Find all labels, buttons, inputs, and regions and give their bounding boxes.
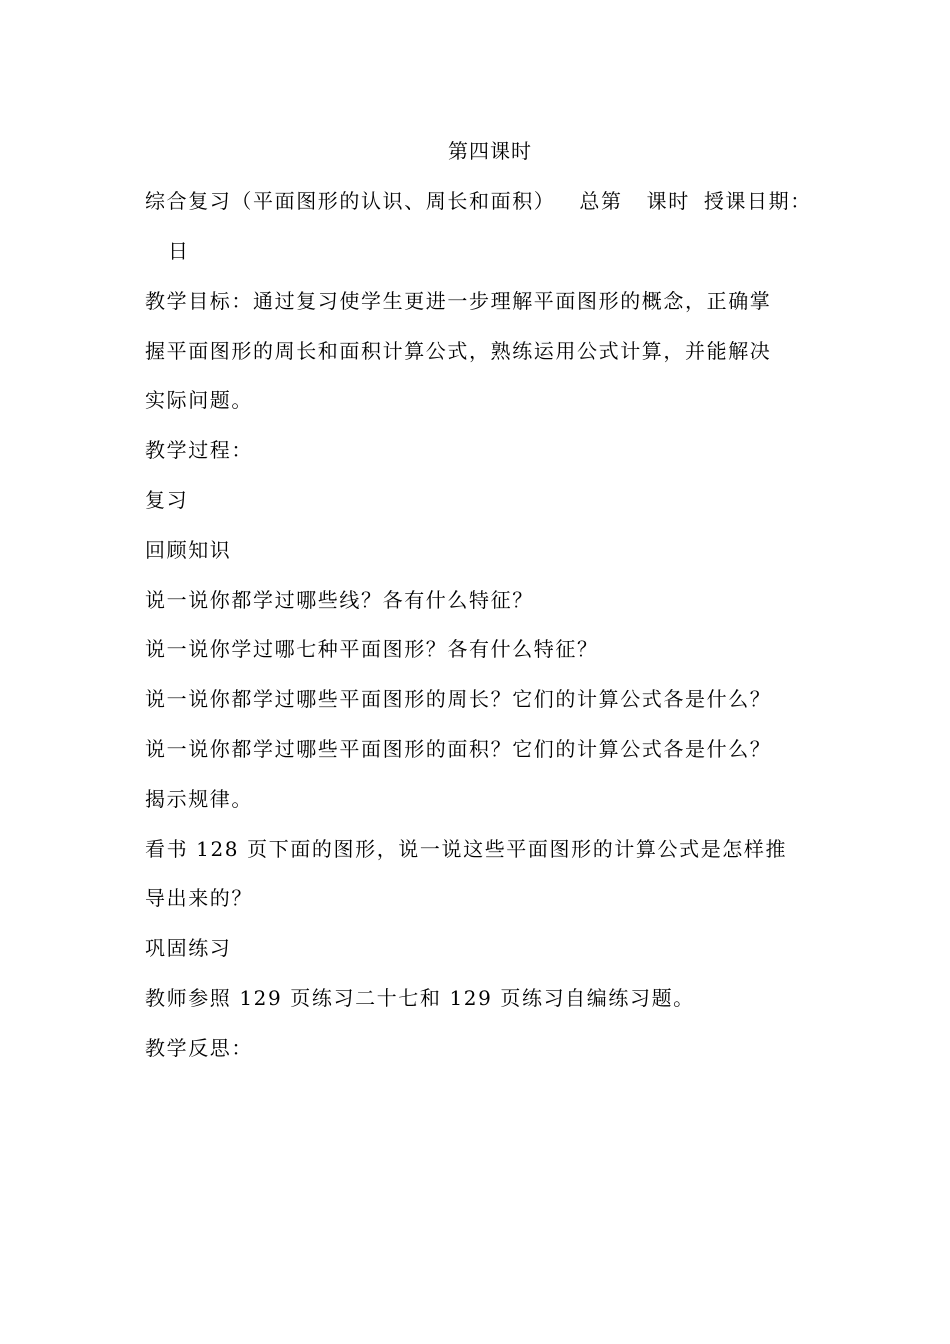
objective-line-3: 实际问题。	[145, 388, 253, 412]
rules-heading: 揭示规律。	[145, 787, 253, 811]
question-area: 说一说你都学过哪些平面图形的面积？它们的计算公式各是什么？	[145, 737, 772, 761]
objective-line-1: 教学目标：通过复习使学生更进一步理解平面图形的概念，正确掌	[145, 289, 772, 313]
lesson-header-line	[145, 186, 812, 216]
question-lines: 说一说你都学过哪些线？各有什么特征？	[145, 588, 534, 612]
lesson-topic: 综合复习（平面图形的认识、周长和面积）	[145, 189, 556, 213]
practice-heading: 巩固练习	[145, 936, 232, 960]
objective-line-2: 握平面图形的周长和面积计算公式，熟练运用公式计算，并能解决	[145, 339, 772, 363]
total-label: 总第	[579, 189, 623, 213]
recall-heading: 回顾知识	[145, 538, 232, 562]
process-heading: 教学过程：	[145, 438, 253, 462]
lesson-label: 课时	[646, 189, 690, 213]
review-heading: 复习	[145, 488, 189, 512]
reflection-heading: 教学反思：	[145, 1036, 253, 1060]
lesson-title: 第四课时	[448, 139, 532, 163]
day-label: 日	[168, 239, 190, 263]
book-line-2: 导出来的？	[145, 886, 253, 910]
book-line-1: 看书 128 页下面的图形，说一说这些平面图形的计算公式是怎样推	[145, 837, 788, 861]
question-shapes: 说一说你学过哪七种平面图形？各有什么特征？	[145, 637, 599, 661]
question-perimeter: 说一说你都学过哪些平面图形的周长？它们的计算公式各是什么？	[145, 687, 772, 711]
date-label: 授课日期：	[703, 189, 812, 213]
practice-line: 教师参照 129 页练习二十七和 129 页练习自编练习题。	[145, 986, 695, 1010]
